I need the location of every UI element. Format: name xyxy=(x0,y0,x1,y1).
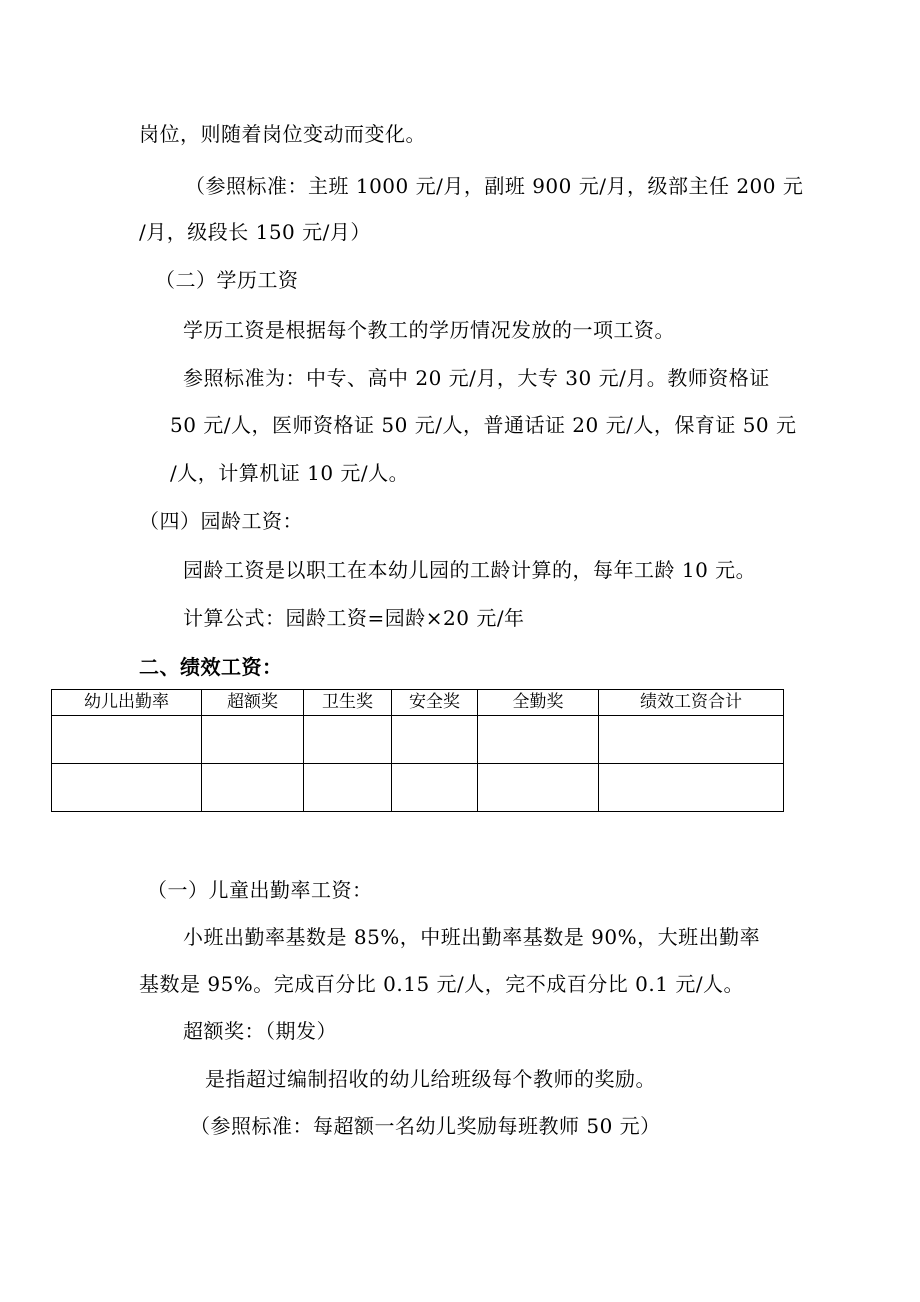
paragraph-attendance-base: 小班出勤率基数是 85%，中班出勤率基数是 90%，大班出勤率 xyxy=(183,925,761,949)
paragraph-education-desc: 学历工资是根据每个教工的学历情况发放的一项工资。 xyxy=(183,318,675,342)
paragraph-position-change: 岗位，则随着岗位变动而变化。 xyxy=(139,122,426,146)
section-title-performance-pay: 二、绩效工资： xyxy=(139,655,283,679)
heading-attendance-salary: （一）儿童出勤率工资： xyxy=(147,878,373,902)
table-row xyxy=(52,716,784,764)
paragraph-over-quota-desc: 是指超过编制招收的幼儿给班级每个教师的奖励。 xyxy=(205,1067,656,1091)
header-performance-total: 绩效工资合计 xyxy=(599,690,784,716)
paragraph-attendance-base-cont: 基数是 95%。完成百分比 0.15 元/人，完不成百分比 0.1 元/人。 xyxy=(139,972,745,996)
header-over-quota-bonus: 超额奖 xyxy=(202,690,304,716)
table-cell xyxy=(599,764,784,812)
table-cell xyxy=(52,764,202,812)
performance-pay-table xyxy=(51,689,784,812)
table-cell xyxy=(304,716,392,764)
paragraph-over-quota-standard: （参照标准：每超额一名幼儿奖励每班教师 50 元） xyxy=(190,1114,661,1138)
table-cell xyxy=(202,764,304,812)
table-cell xyxy=(392,716,478,764)
table-row xyxy=(52,764,784,812)
heading-over-quota-bonus: 超额奖：（期发） xyxy=(183,1019,337,1043)
heading-seniority-salary: （四）园龄工资： xyxy=(139,509,303,533)
paragraph-education-standard-end: /人，计算机证 10 元/人。 xyxy=(170,461,410,485)
heading-education-salary: （二）学历工资 xyxy=(155,268,299,292)
header-full-attendance-bonus: 全勤奖 xyxy=(478,690,599,716)
paragraph-seniority-desc: 园龄工资是以职工在本幼儿园的工龄计算的，每年工龄 10 元。 xyxy=(183,558,757,582)
header-safety-bonus: 安全奖 xyxy=(392,690,478,716)
paragraph-education-standard: 参照标准为：中专、高中 20 元/月，大专 30 元/月。教师资格证 xyxy=(183,366,770,390)
table-cell xyxy=(202,716,304,764)
table-header-row xyxy=(52,690,784,716)
table-cell xyxy=(478,716,599,764)
header-hygiene-bonus: 卫生奖 xyxy=(304,690,392,716)
header-attendance-rate: 幼儿出勤率 xyxy=(52,690,202,716)
paragraph-seniority-formula: 计算公式：园龄工资=园龄×20 元/年 xyxy=(183,606,525,630)
table-cell xyxy=(392,764,478,812)
paragraph-education-standard-cont: 50 元/人，医师资格证 50 元/人，普通话证 20 元/人，保育证 50 元 xyxy=(170,413,797,437)
table-cell xyxy=(478,764,599,812)
paragraph-position-standard: （参照标准：主班 1000 元/月，副班 900 元/月，级部主任 200 元 xyxy=(185,174,804,198)
table-cell xyxy=(52,716,202,764)
table-cell xyxy=(304,764,392,812)
table-cell xyxy=(599,716,784,764)
paragraph-position-standard-cont: /月，级段长 150 元/月） xyxy=(139,220,371,244)
